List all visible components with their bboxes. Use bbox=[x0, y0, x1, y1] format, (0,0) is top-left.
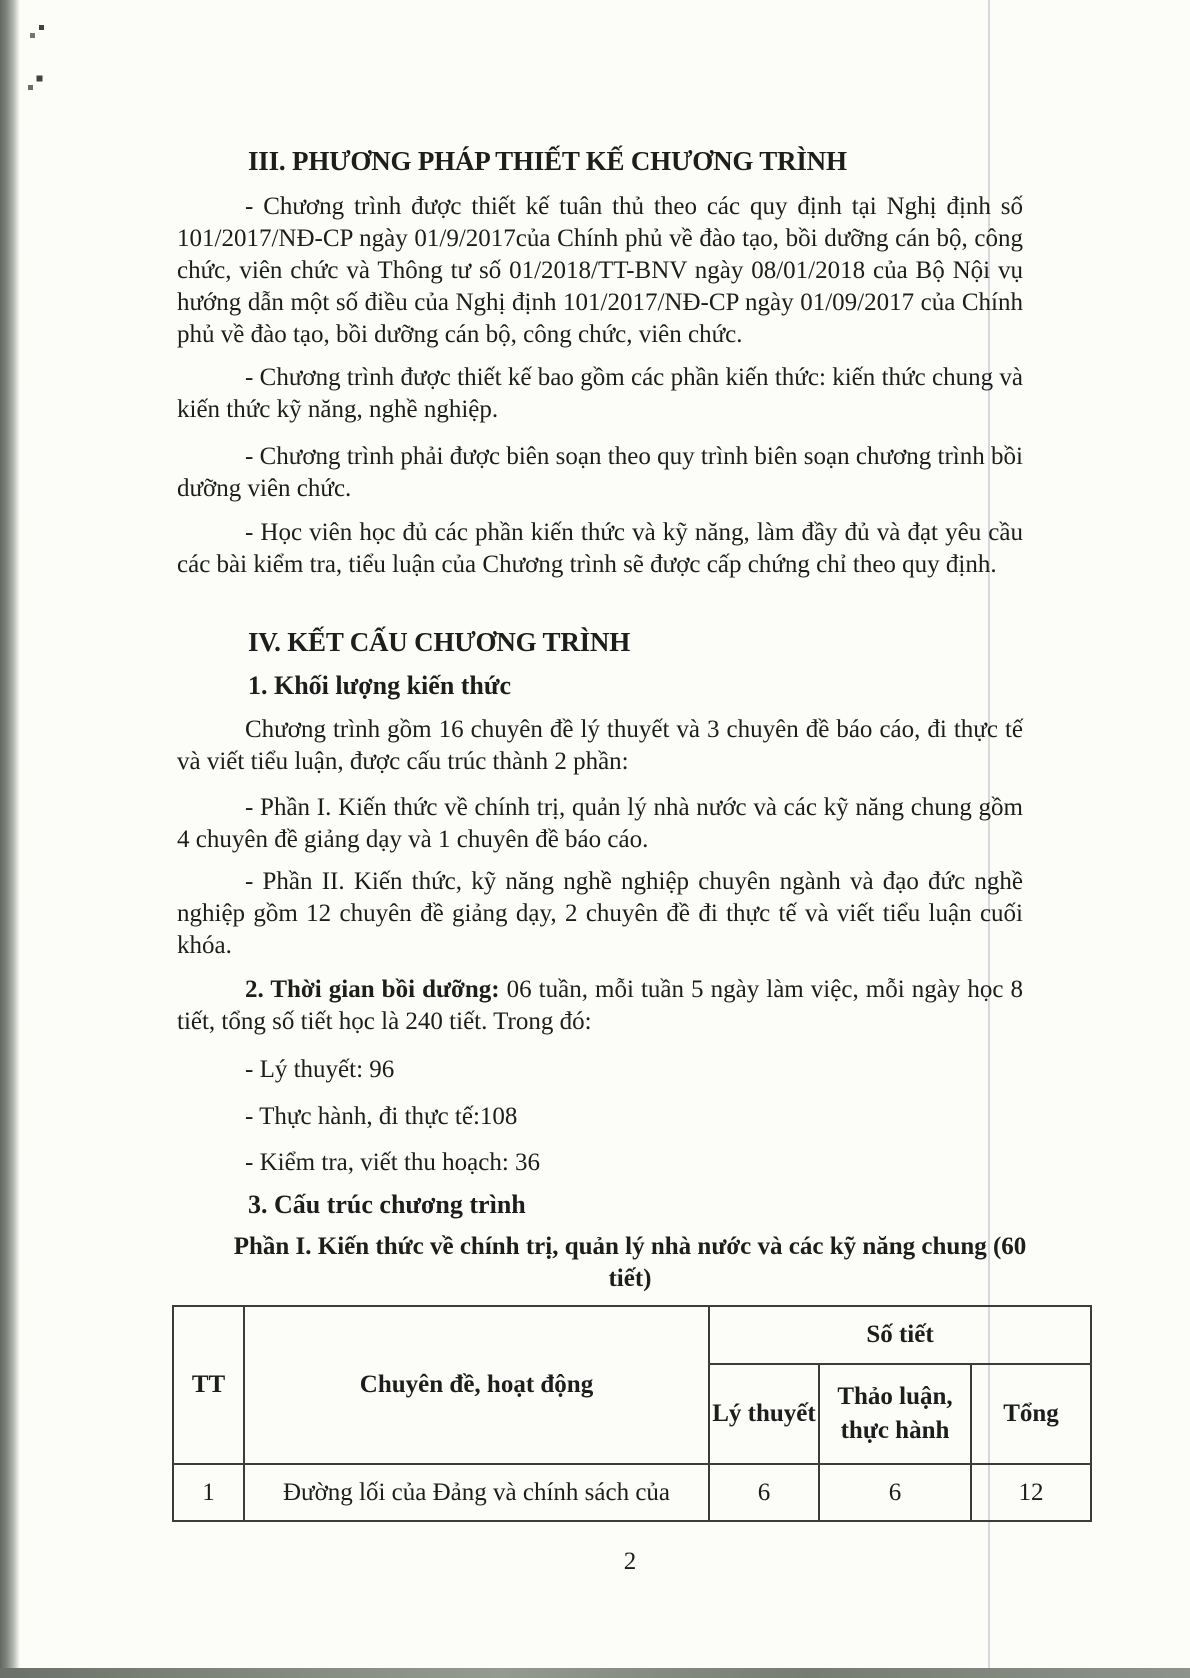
ink-speck bbox=[30, 24, 33, 27]
header-cell-total: Tổng bbox=[971, 1364, 1091, 1464]
row-cell-tt: 1 bbox=[173, 1464, 244, 1521]
part1-table bbox=[172, 1305, 1092, 1522]
row-cell-theory: 6 bbox=[709, 1464, 819, 1521]
duration-text: 06 tuần, mỗi tuần 5 ngày làm việc, mỗi ngày học 8 tiết, tổng số tiết học là 240 tiết. Trong đó: bbox=[177, 976, 1023, 1035]
paragraph-program-overview: Chương trình gồm 16 chuyên đề lý thuyết và 3 chuyên đề báo cáo, đi thực tế và viết tiểu luận, được cấu trúc thành 2 phần: bbox=[177, 716, 1023, 775]
paragraph-duration bbox=[177, 974, 1023, 1038]
scan-edge-left bbox=[0, 0, 20, 1678]
section-iv-heading: IV. KẾT CẤU CHƯƠNG TRÌNH bbox=[248, 627, 631, 657]
list-item-exam-hours: - Kiểm tra, viết thu hoạch: 36 bbox=[245, 1149, 541, 1176]
header-cell-topic: Chuyên đề, hoạt động bbox=[244, 1306, 709, 1464]
table-header-row-1 bbox=[173, 1306, 1091, 1364]
duration-label: 2. Thời gian bồi dưỡng: bbox=[245, 976, 500, 1003]
list-item-practice-hours: - Thực hành, đi thực tế:108 bbox=[245, 1103, 518, 1130]
list-item-theory-hours: - Lý thuyết: 96 bbox=[245, 1056, 395, 1083]
scan-edge-bottom bbox=[0, 1668, 1190, 1678]
header-cell-periods-group: Số tiết bbox=[709, 1306, 1091, 1364]
header-cell-tt: TT bbox=[173, 1306, 244, 1464]
paragraph-design-regulations: - Chương trình được thiết kế tuân thủ theo các quy định tại Nghị định số 101/2017/NĐ-CP ngày 01/9/2017của Chính phủ về đào tạo, bồi dưỡng cán bộ, công chức, viên chức và Thông tư số 01/2018/TT-BNV ngày 08/01/2018 của Bộ Nội vụ hướng dẫn một số điều của Nghị định 101/2017/NĐ-CP ngày 01/09/2017 của Chính phủ về đào tạo, bồi dưỡng cán bộ, công chức, viên chức. bbox=[177, 193, 1023, 348]
page-number: 2 bbox=[623, 1548, 637, 1575]
table-row bbox=[173, 1464, 1091, 1521]
section-iii-heading: III. PHƯƠNG PHÁP THIẾT KẾ CHƯƠNG TRÌNH bbox=[248, 146, 847, 176]
header-cell-theory: Lý thuyết bbox=[709, 1364, 819, 1464]
paragraph-part-2: - Phần II. Kiến thức, kỹ năng nghề nghiệp chuyên ngành và đạo đức nghề nghiệp gồm 12 chuyên đề giảng dạy, 2 chuyên đề đi thực tế và viết tiểu luận cuối khóa. bbox=[177, 868, 1023, 959]
paragraph-part-1: - Phần I. Kiến thức về chính trị, quản lý nhà nước và các kỹ năng chung gồm 4 chuyên đề giảng dạy và 1 chuyên đề báo cáo. bbox=[177, 794, 1023, 853]
paragraph-knowledge-parts: - Chương trình được thiết kế bao gồm các phần kiến thức: kiến thức chung và kiến thức kỹ năng, nghề nghiệp. bbox=[177, 364, 1023, 423]
subsection-1-heading: 1. Khối lượng kiến thức bbox=[248, 671, 512, 700]
ink-speck bbox=[29, 77, 32, 80]
subsection-3-heading: 3. Cấu trúc chương trình bbox=[248, 1190, 526, 1219]
row-cell-total: 12 bbox=[971, 1464, 1091, 1521]
row-cell-topic: Đường lối của Đảng và chính sách của bbox=[244, 1464, 709, 1521]
paragraph-compilation-process: - Chương trình phải được biên soạn theo quy trình biên soạn chương trình bồi dưỡng viên chức. bbox=[177, 443, 1023, 502]
part1-table-title: Phần I. Kiến thức về chính trị, quản lý nhà nước và các kỹ năng chung (60 tiết) bbox=[233, 1233, 1027, 1292]
paragraph-certificate-requirements: - Học viên học đủ các phần kiến thức và kỹ năng, làm đầy đủ và đạt yêu cầu các bài kiểm tra, tiểu luận của Chương trình sẽ được cấp chứng chỉ theo quy định. bbox=[177, 519, 1023, 578]
header-cell-discussion: Thảo luận, thực hành bbox=[819, 1364, 971, 1464]
row-cell-discussion: 6 bbox=[819, 1464, 971, 1521]
